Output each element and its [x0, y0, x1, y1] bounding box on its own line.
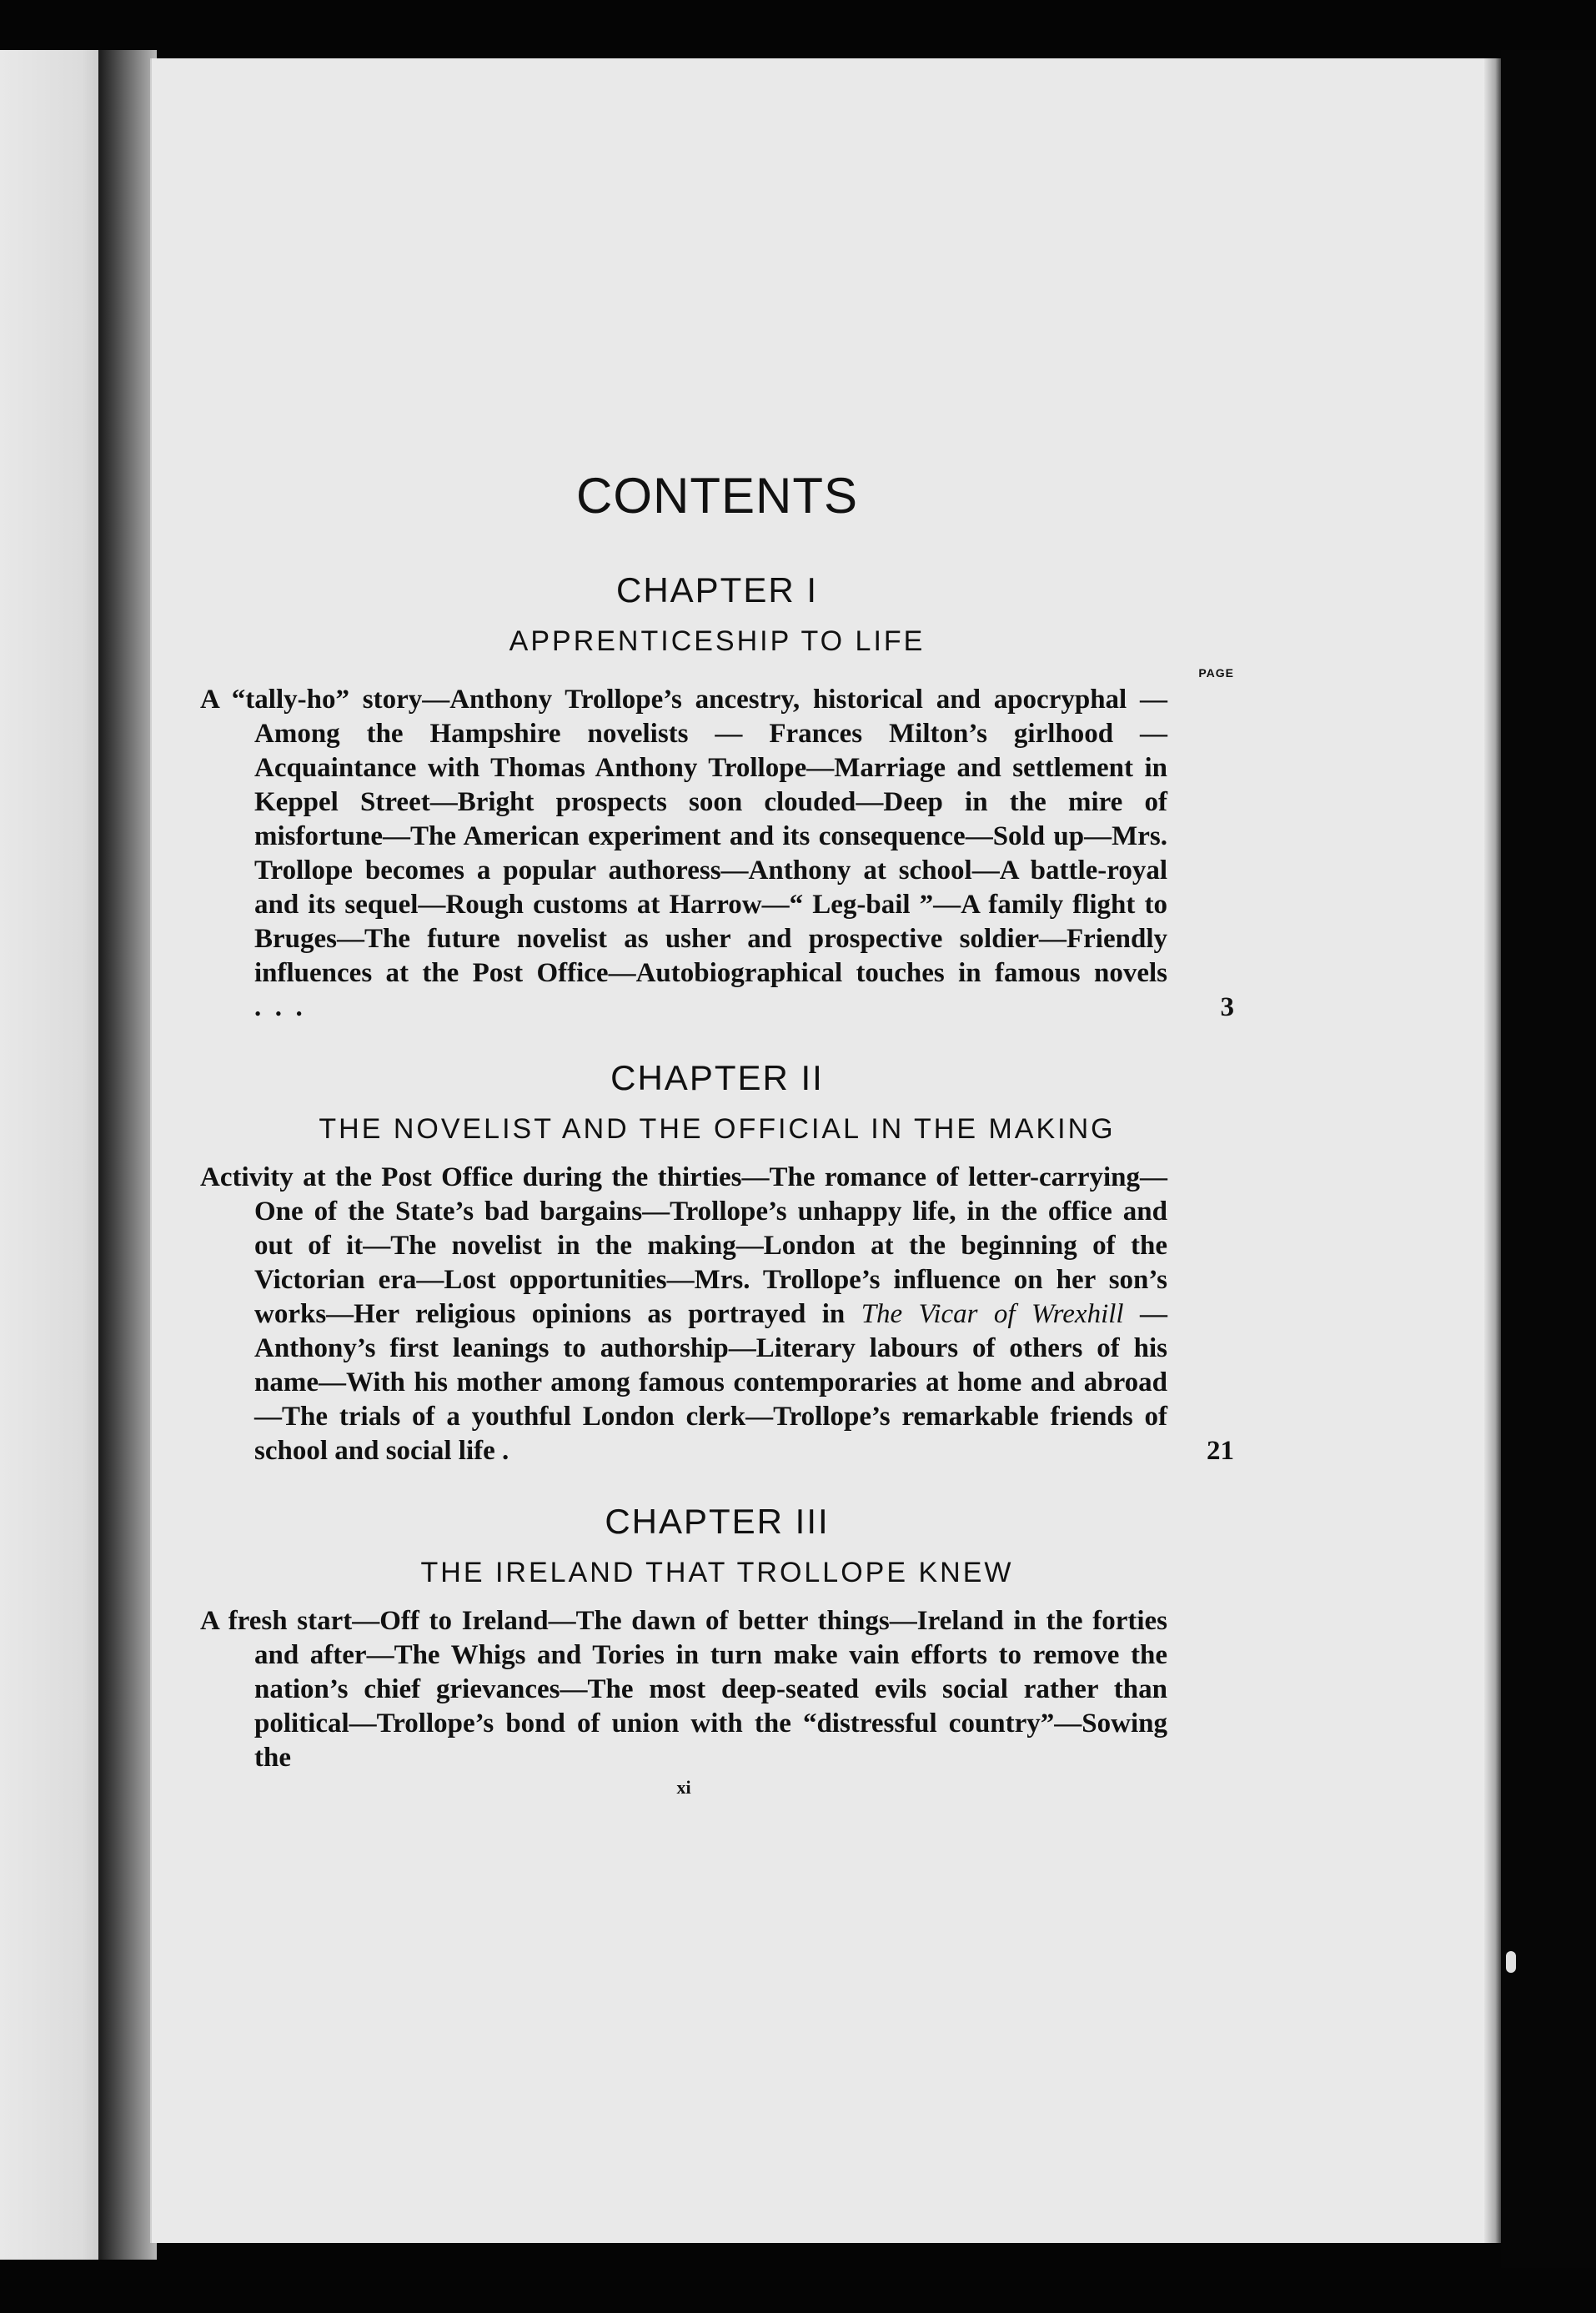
contents-title: CONTENTS — [576, 468, 858, 524]
right-shadow — [1501, 50, 1596, 2268]
page-folio: xi — [676, 1777, 691, 1798]
chapter-subtitle: THE IRELAND THAT TROLLOPE KNEW — [420, 1557, 1014, 1588]
chapter-2 — [200, 1058, 1234, 1468]
chapter-summary-text-continued: —Anthony’s first leanings to authorship—Literary labours of others of his name—With his mother among famous contemporaries at home and abroad—The trials of a youthful London clerk—Trollope’s remarkable friends of school and social life . — [254, 1299, 1168, 1466]
book-title-italic: The Vicar of Wrexhill — [861, 1299, 1124, 1329]
book-gutter — [98, 50, 157, 2260]
chapter-summary — [200, 1161, 1234, 1468]
page-column-label: PAGE — [1198, 666, 1234, 680]
chapter-heading: CHAPTER I — [615, 570, 819, 610]
chapter-heading: CHAPTER III — [605, 1502, 830, 1541]
right-page-edge — [1484, 58, 1503, 2243]
page-number: 3 — [1220, 992, 1234, 1022]
chapter-summary — [200, 1604, 1167, 1775]
chapter-subtitle: THE NOVELIST AND THE OFFICIAL IN THE MAKING — [319, 1113, 1116, 1145]
chapter-subtitle: APPRENTICESHIP TO LIFE — [509, 625, 926, 657]
chapter-1 — [200, 570, 1234, 1025]
chapter-summary-text: A “tally-ho” story—Anthony Trollope’s ancestry, historical and apocryphal — Among the Hampshire novelists — Frances Milton’s girlhood — Acquaintance with Thomas Anthony Trollope—Marriage and settlement in Keppel Street—Bright prospects soon clouded—Deep in the mire of misfortune—The American experiment and its consequence—Sold up—Mrs. Trollope becomes a popular authoress—Anthony at school—A battle-royal and its sequel—Rough customs at Harrow—“ Leg-bail ”—A family flight to Bruges—The future novelist as usher and prospective soldier—Friendly influences at the Post Office—Autobiographical touches in famous novels . . . — [200, 685, 1167, 1022]
chapter-3 — [200, 1502, 1234, 1799]
chapter-heading: CHAPTER II — [610, 1058, 824, 1097]
page-edge-mark — [1506, 1951, 1516, 1973]
page-number: 21 — [1207, 1436, 1234, 1466]
chapter-summary-text: Activity at the Post Office during the thirties—The romance of letter-carrying—One of the State’s bad bargains—Trollope’s unhappy life, in the office and out of it—The novelist in the making—London at the beginning of the Victorian era—Lost opportunities—Mrs. Trollope’s influence on her son’s works—Her religious opinions as portrayed in — [200, 1162, 1167, 1329]
contents-section — [200, 467, 1234, 1824]
chapter-summary-text: A fresh start—Off to Ireland—The dawn of better things—Ireland in the forties and after—The Whigs and Tories in turn make vain efforts to remove the nation’s chief grievances—The most deep-seated evils social rather than political—Trollope’s bond of union with the “distressful country”—Sowing the — [200, 1606, 1167, 1773]
page-label-row — [200, 666, 1234, 683]
chapter-summary — [200, 683, 1234, 1025]
